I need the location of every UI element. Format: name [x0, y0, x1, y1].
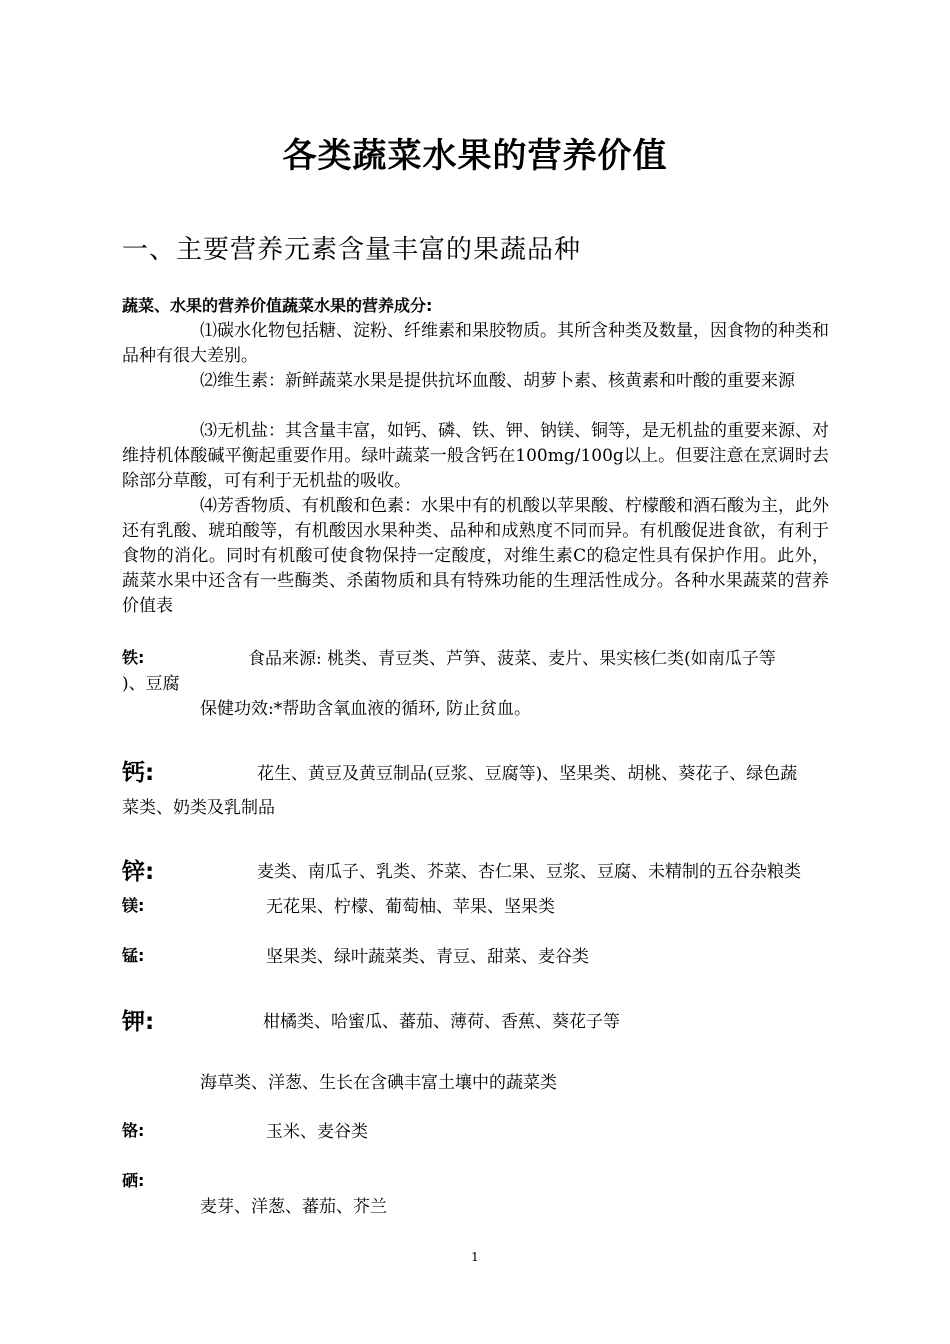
selenium-text: 麦芽、洋葱、蕃茄、芥兰 [200, 1197, 387, 1217]
paragraph-aromatics: ⑷芳香物质、有机酸和色素：水果中有的机酸以苹果酸、柠檬酸和酒石酸为主，此外还有乳酸、琥珀酸等，有机酸因水果种类、品种和成熟度不同而异。有机酸促进食欲，有利于食物的消化。同时有机酸可使食物保持一定酸度，对维生素C的稳定性具有保护作用。此外，蔬菜水果中还含有一些酶类、杀菌物质和具有特殊功能的生理活性成分。各种水果蔬菜的营养价值表 [122, 496, 829, 616]
intro-heading: 蔬菜、水果的营养价值蔬菜水果的营养成分: [122, 296, 433, 315]
magnesium-label: 镁: [122, 896, 145, 915]
iron-source-line1: 食品来源: 桃类、青豆类、芦笋、菠菜、麦片、果实核仁类(如南瓜子等 [248, 649, 776, 669]
potassium-text: 柑橘类、哈蜜瓜、蕃茄、薄荷、香蕉、葵花子等 [263, 1012, 620, 1032]
manganese-label: 锰: [122, 946, 145, 965]
iron-source-line2: )、豆腐 [122, 674, 180, 694]
selenium-label: 硒: [122, 1171, 145, 1190]
manganese-text: 坚果类、绿叶蔬菜类、青豆、甜菜、麦谷类 [266, 947, 589, 967]
iodine-foods: 海草类、洋葱、生长在含碘丰富土壤中的蔬菜类 [200, 1073, 557, 1093]
potassium-label: 钾: [122, 1009, 155, 1035]
section-heading: 一、主要营养元素含量丰富的果蔬品种 [122, 235, 582, 265]
calcium-line1: 花生、黄豆及黄豆制品(豆浆、豆腐等)、坚果类、胡桃、葵花子、绿色蔬 [257, 764, 798, 784]
paragraph-carbohydrates: ⑴碳水化物包括糖、淀粉、纤维素和果胶物质。其所含种类及数量，因食物的种类和品种有很大差别。 [122, 321, 829, 366]
calcium-label: 钙: [122, 760, 155, 786]
magnesium-text: 无花果、柠檬、葡萄柚、苹果、坚果类 [266, 897, 555, 917]
paragraph-minerals: ⑶无机盐：其含量丰富，如钙、磷、铁、钾、钠镁、铜等，是无机盐的重要来源、对维持机体酸碱平衡起重要作用。绿叶蔬菜一般含钙在100mg/100g以上。但要注意在烹调时去除部分草酸，可有利于无机盐的吸收。 [122, 421, 829, 491]
page-title: 各类蔬菜水果的营养价值 [282, 136, 668, 176]
page-number: 1 [471, 1250, 479, 1264]
chromium-label: 铬: [122, 1121, 145, 1140]
calcium-line2: 菜类、奶类及乳制品 [122, 798, 275, 818]
zinc-label: 锌: [122, 859, 155, 885]
chromium-text: 玉米、麦谷类 [266, 1122, 368, 1142]
zinc-text: 麦类、南瓜子、乳类、芥菜、杏仁果、豆浆、豆腐、未精制的五谷杂粮类 [257, 862, 801, 882]
paragraph-vitamins: ⑵维生素：新鲜蔬菜水果是提供抗坏血酸、胡萝卜素、核黄素和叶酸的重要来源 [200, 371, 795, 391]
iron-benefit: 保健功效:*帮助含氧血液的循环, 防止贫血。 [200, 699, 532, 719]
iron-label: 铁: [122, 648, 145, 667]
